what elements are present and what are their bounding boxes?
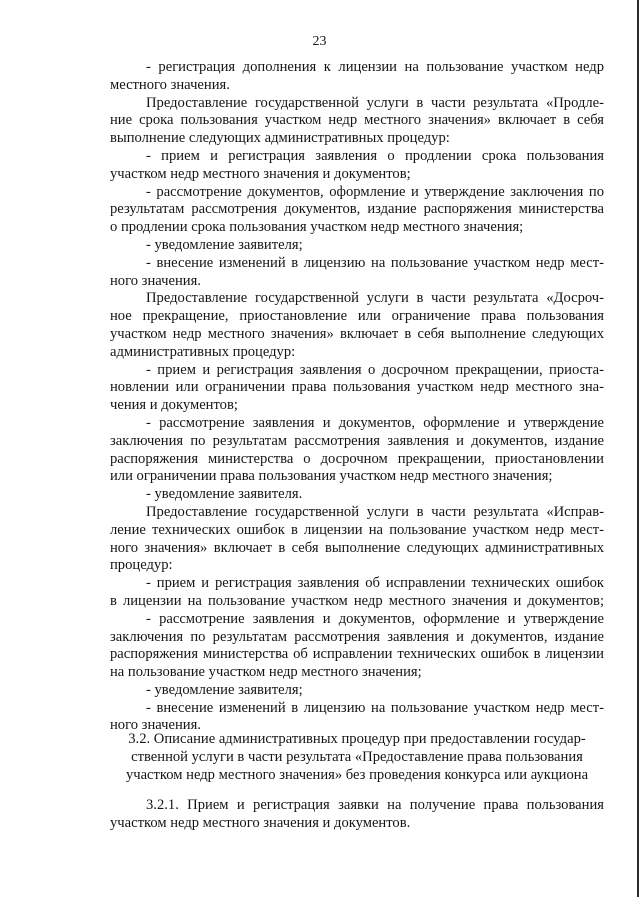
text-line: новлении или ограничении права пользования участком недр местного зна- xyxy=(110,379,604,396)
text-line: - внесение изменений в лицензию на пользование участком недр мест- xyxy=(146,254,604,271)
text-line: процедур: xyxy=(110,557,173,574)
text-line: распоряжения министерства об исправлении технических ошибок в лицензии xyxy=(110,646,604,663)
text-line: ного значения. xyxy=(110,272,201,289)
text-line: местного значения. xyxy=(110,76,230,93)
text-line: в лицензии на пользование участком недр местного значения и документов; xyxy=(110,592,604,609)
text-line: - прием и регистрация заявления о продлении срока пользования xyxy=(146,147,604,164)
text-line: - рассмотрение заявления и документов, оформление и утверждение xyxy=(146,414,604,431)
text-line: участком недр местного значения и документов; xyxy=(110,165,411,182)
text-line: ного значения. xyxy=(110,717,201,734)
text-line: участком недр местного значения» включает в себя выполнение следующих xyxy=(110,325,604,342)
text-line: ное прекращение, приостановление или ограничение права пользования xyxy=(110,308,604,325)
text-line: Предоставление государственной услуги в части результата «Досроч- xyxy=(146,290,604,307)
section-heading-line: участком недр местного значения» без проведения конкурса или аукциона xyxy=(125,766,589,783)
text-line: - уведомление заявителя; xyxy=(146,236,303,253)
subsection-paragraph xyxy=(110,797,604,833)
page-number: 23 xyxy=(312,34,327,49)
text-line: - уведомление заявителя. xyxy=(146,486,303,503)
text-line: - рассмотрение заявления и документов, оформление и утверждение xyxy=(146,610,604,627)
text-line: ние срока пользования участком недр местного значения» включает в себя xyxy=(110,112,604,129)
text-line: распоряжения министерства о досрочном прекращении, приостановлении xyxy=(110,450,604,467)
text-line: заключения по результатам рассмотрения заявления и документов, издание xyxy=(110,628,604,645)
subsection-line: 3.2.1. Прием и регистрация заявки на получение права пользования xyxy=(146,797,604,813)
text-line: чения и документов; xyxy=(110,397,238,414)
text-line: - прием и регистрация заявления о досрочном прекращении, приоста- xyxy=(146,361,604,378)
text-line: - рассмотрение документов, оформление и утверждение заключения по xyxy=(146,183,604,200)
text-line: ного значения» включает в себя выполнение следующих административных xyxy=(110,539,604,556)
text-line: на пользование участком недр местного значения; xyxy=(110,664,422,681)
text-line: Предоставление государственной услуги в части результата «Исправ- xyxy=(146,503,604,520)
subsection-line: участком недр местного значения и документов. xyxy=(110,814,411,831)
text-line: или ограничении права пользования участком недр местного значения; xyxy=(110,468,553,485)
text-line: Предоставление государственной услуги в части результата «Продле- xyxy=(146,94,604,111)
body-text xyxy=(110,59,604,735)
text-line: результатам рассмотрения документов, издание распоряжения министерства xyxy=(110,201,604,218)
text-line: о продлении срока пользования участком недр местного значения; xyxy=(110,219,524,236)
text-line: заключения по результатам рассмотрения заявления и документов, издание xyxy=(110,432,604,449)
section-heading-line: ственной услуги в части результата «Предоставление права пользования xyxy=(131,748,583,765)
text-line: ление технических ошибок в лицензии на пользование участком недр мест- xyxy=(110,521,604,538)
text-line: административных процедур: xyxy=(110,343,296,360)
text-line: - внесение изменений в лицензию на пользование участком недр мест- xyxy=(146,699,604,716)
text-line: - прием и регистрация заявления об исправлении технических ошибок xyxy=(146,575,604,592)
text-line: - регистрация дополнения к лицензии на пользование участком недр xyxy=(146,59,604,75)
section-heading-line: 3.2. Описание административных процедур при предоставлении государ- xyxy=(128,731,586,747)
text-line: выполнение следующих административных процедур: xyxy=(110,130,450,147)
section-heading xyxy=(110,731,604,784)
text-line: - уведомление заявителя; xyxy=(146,681,303,698)
